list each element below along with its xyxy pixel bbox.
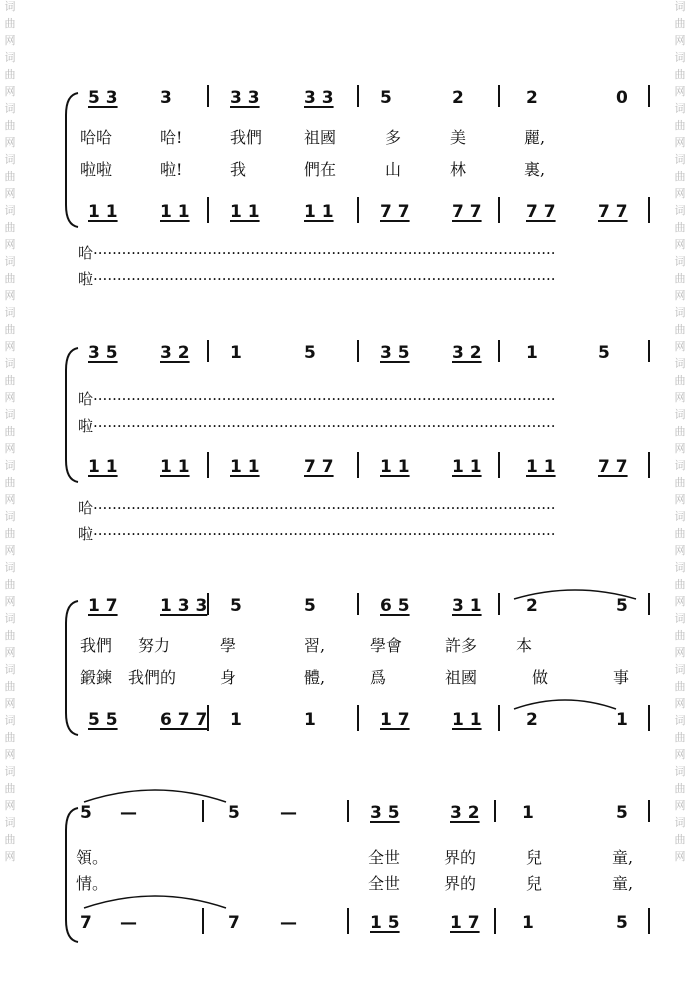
watermark-char: 词 <box>674 510 686 523</box>
note: 6 5 <box>380 596 410 616</box>
watermark-char: 曲 <box>674 476 686 489</box>
note: 7 7 <box>526 202 556 222</box>
watermark-char: 曲 <box>4 272 16 285</box>
watermark-char: 词 <box>4 765 16 778</box>
barline <box>207 705 209 731</box>
watermark-char: 网 <box>4 493 16 506</box>
watermark-char: 网 <box>674 85 686 98</box>
lyric: 界的 <box>444 848 477 867</box>
note: 1 1 <box>160 457 190 477</box>
note: 5 3 <box>88 88 118 108</box>
watermark-char: 词 <box>674 153 686 166</box>
watermark-char: 网 <box>4 136 16 149</box>
note: 1 7 <box>380 710 410 730</box>
watermark-char: 词 <box>674 102 686 115</box>
barline <box>357 593 359 615</box>
lyric: 我 <box>230 160 247 179</box>
watermark-char: 词 <box>4 612 16 625</box>
watermark-char: 词 <box>674 663 686 676</box>
barline <box>648 705 650 731</box>
sustain-line-1: 哈································································································· <box>78 390 556 408</box>
note: 1 1 <box>304 202 334 222</box>
watermark-char: 词 <box>4 0 16 13</box>
note: 1 1 <box>160 202 190 222</box>
note: 1 1 <box>230 202 260 222</box>
note: 7 7 <box>452 202 482 222</box>
note: 5 <box>598 343 610 363</box>
note: 5 <box>616 803 628 823</box>
watermark-char: 网 <box>4 391 16 404</box>
lyric: 我們 <box>80 636 113 655</box>
lyric: 努力 <box>138 636 171 655</box>
brace-icon <box>60 340 80 490</box>
barline <box>207 340 209 362</box>
watermark-char: 曲 <box>674 833 686 846</box>
barline <box>648 197 650 223</box>
note: 3 2 <box>452 343 482 363</box>
tie-icon <box>510 697 620 711</box>
note: 1 <box>230 343 242 363</box>
watermark-char: 曲 <box>674 68 686 81</box>
watermark-char: 词 <box>674 204 686 217</box>
note: 1 <box>616 710 628 730</box>
barline <box>202 908 204 934</box>
barline <box>202 800 204 822</box>
score-system-1 <box>60 85 660 295</box>
watermark-char: 网 <box>4 289 16 302</box>
tie-icon <box>80 786 230 804</box>
barline <box>648 908 650 934</box>
note: 1 1 <box>88 457 118 477</box>
lyric: 哈哈 <box>80 128 113 147</box>
lyric: 體, <box>304 668 326 687</box>
barline <box>347 908 349 934</box>
barline <box>357 197 359 223</box>
watermark-char: 词 <box>4 714 16 727</box>
sustain-line-2: 啦································································································· <box>78 417 556 435</box>
watermark-char: 网 <box>674 646 686 659</box>
note: — <box>120 803 137 823</box>
watermark-char: 网 <box>674 391 686 404</box>
watermark-char: 网 <box>4 34 16 47</box>
lyric: 們在 <box>304 160 337 179</box>
watermark-char: 曲 <box>674 782 686 795</box>
lyric: 我們的 <box>128 668 177 687</box>
note: — <box>120 913 137 933</box>
lyric: 習, <box>304 636 326 655</box>
note: 3 5 <box>88 343 118 363</box>
watermark-char: 曲 <box>4 476 16 489</box>
note: 2 <box>452 88 464 108</box>
watermark-char: 曲 <box>674 578 686 591</box>
note: 3 1 <box>452 596 482 616</box>
watermark-char: 网 <box>674 289 686 302</box>
watermark-char: 曲 <box>4 731 16 744</box>
watermark-char: 词 <box>674 816 686 829</box>
watermark-char: 曲 <box>4 374 16 387</box>
barline <box>498 593 500 615</box>
brace-icon <box>60 85 80 235</box>
note: 1 1 <box>230 457 260 477</box>
lyric: 祖國 <box>304 128 337 147</box>
watermark-char: 网 <box>674 442 686 455</box>
lyric: 情。 <box>76 874 109 893</box>
barline <box>347 800 349 822</box>
note: 1 7 <box>88 596 118 616</box>
barline <box>357 452 359 478</box>
note: 1 <box>304 710 316 730</box>
sustain-line-1: 哈································································································· <box>78 244 556 262</box>
watermark-char: 曲 <box>4 629 16 642</box>
watermark-char: 曲 <box>674 374 686 387</box>
lyric: 啦啦 <box>80 160 113 179</box>
barline <box>648 800 650 822</box>
watermark-char: 曲 <box>4 323 16 336</box>
watermark-char: 网 <box>674 238 686 251</box>
note: 3 3 <box>304 88 334 108</box>
lyric: 爲 <box>370 668 387 687</box>
note: 1 3 3 <box>160 596 208 616</box>
score-system-3 <box>60 593 660 753</box>
barline <box>357 340 359 362</box>
watermark-char: 网 <box>4 595 16 608</box>
watermark-char: 网 <box>674 799 686 812</box>
note: 1 1 <box>452 457 482 477</box>
note: 1 5 <box>370 913 400 933</box>
barline <box>498 452 500 478</box>
watermark-char: 网 <box>4 187 16 200</box>
watermark-char: 词 <box>674 0 686 13</box>
note: 3 2 <box>450 803 480 823</box>
watermark-char: 词 <box>674 714 686 727</box>
note: 1 1 <box>452 710 482 730</box>
lyric: 童, <box>612 874 634 893</box>
score-system-4 <box>60 800 660 960</box>
watermark-char: 网 <box>4 799 16 812</box>
note: 3 <box>160 88 172 108</box>
watermark-char: 网 <box>4 850 16 863</box>
watermark-char: 曲 <box>4 68 16 81</box>
lyric: 啦! <box>160 160 183 179</box>
note: 3 5 <box>380 343 410 363</box>
watermark-char: 词 <box>4 153 16 166</box>
lyric: 哈! <box>160 128 183 147</box>
watermark-char: 词 <box>4 816 16 829</box>
watermark-char: 曲 <box>674 221 686 234</box>
note: 2 <box>526 710 538 730</box>
watermark-char: 网 <box>674 748 686 761</box>
barline <box>357 705 359 731</box>
watermark-char: 词 <box>4 459 16 472</box>
watermark-char: 网 <box>674 493 686 506</box>
score-system-2 <box>60 340 660 550</box>
note: 5 <box>80 803 92 823</box>
sustain-line-3: 哈································································································· <box>78 499 556 517</box>
note: 1 <box>230 710 242 730</box>
sustain-line-2: 啦································································································· <box>78 270 556 288</box>
watermark-char: 词 <box>4 255 16 268</box>
lyric: 童, <box>612 848 634 867</box>
note: — <box>280 803 297 823</box>
watermark-char: 曲 <box>4 680 16 693</box>
note: 3 5 <box>370 803 400 823</box>
note: — <box>280 913 297 933</box>
sustain-line-4: 啦································································································· <box>78 525 556 543</box>
note: 7 <box>80 913 92 933</box>
lyric: 林 <box>450 160 467 179</box>
watermark-char: 词 <box>4 510 16 523</box>
note: 1 1 <box>88 202 118 222</box>
watermark-char: 网 <box>4 697 16 710</box>
watermark-char: 曲 <box>4 221 16 234</box>
watermark-char: 网 <box>4 442 16 455</box>
watermark-char: 词 <box>4 204 16 217</box>
lyric: 鍛鍊 <box>80 668 113 687</box>
barline <box>648 452 650 478</box>
note: 3 3 <box>230 88 260 108</box>
watermark-char: 词 <box>4 663 16 676</box>
barline <box>648 85 650 107</box>
watermark-char: 词 <box>4 102 16 115</box>
watermark-char: 网 <box>674 850 686 863</box>
watermark-char: 词 <box>4 561 16 574</box>
watermark-char: 曲 <box>674 680 686 693</box>
barline <box>207 85 209 107</box>
note: 7 7 <box>598 202 628 222</box>
watermark-char: 网 <box>674 340 686 353</box>
lyric: 身 <box>220 668 237 687</box>
watermark-char: 网 <box>4 85 16 98</box>
watermark-char: 词 <box>4 357 16 370</box>
watermark-char: 词 <box>4 408 16 421</box>
watermark-char: 曲 <box>674 731 686 744</box>
note: 2 <box>526 88 538 108</box>
watermark-char: 网 <box>674 187 686 200</box>
watermark-right <box>672 0 688 867</box>
note: 5 <box>616 596 628 616</box>
barline <box>498 705 500 731</box>
lyric: 全世 <box>368 848 401 867</box>
note: 5 <box>228 803 240 823</box>
lyric: 學會 <box>370 636 403 655</box>
note: 5 <box>230 596 242 616</box>
note: 3 2 <box>160 343 190 363</box>
lyric: 領。 <box>76 848 109 867</box>
barline <box>207 452 209 478</box>
watermark-char: 网 <box>674 595 686 608</box>
barline <box>648 593 650 615</box>
watermark-char: 网 <box>4 340 16 353</box>
watermark-char: 词 <box>674 459 686 472</box>
note: 1 <box>526 343 538 363</box>
brace-icon <box>60 593 80 743</box>
watermark-char: 网 <box>674 544 686 557</box>
note: 5 <box>380 88 392 108</box>
note: 5 <box>304 596 316 616</box>
barline <box>648 340 650 362</box>
note: 1 1 <box>380 457 410 477</box>
watermark-char: 曲 <box>674 272 686 285</box>
watermark-char: 曲 <box>674 425 686 438</box>
note: 7 7 <box>380 202 410 222</box>
watermark-left <box>2 0 18 867</box>
watermark-char: 网 <box>4 646 16 659</box>
barline <box>494 908 496 934</box>
watermark-char: 词 <box>674 408 686 421</box>
note: 1 <box>522 803 534 823</box>
watermark-char: 词 <box>674 357 686 370</box>
note: 5 <box>304 343 316 363</box>
watermark-char: 曲 <box>674 119 686 132</box>
watermark-char: 词 <box>674 561 686 574</box>
watermark-char: 网 <box>674 697 686 710</box>
watermark-char: 词 <box>4 51 16 64</box>
note: 7 7 <box>598 457 628 477</box>
watermark-char: 曲 <box>4 527 16 540</box>
note: 1 <box>522 913 534 933</box>
lyric: 兒 <box>526 848 543 867</box>
barline <box>498 85 500 107</box>
watermark-char: 曲 <box>4 17 16 30</box>
note: 7 <box>228 913 240 933</box>
lyric: 做 <box>532 668 549 687</box>
lyric: 祖國 <box>445 668 478 687</box>
lyric: 美 <box>450 128 467 147</box>
watermark-char: 网 <box>4 238 16 251</box>
watermark-char: 网 <box>4 748 16 761</box>
lyric: 全世 <box>368 874 401 893</box>
lyric: 我們 <box>230 128 263 147</box>
watermark-char: 曲 <box>674 629 686 642</box>
note: 1 1 <box>526 457 556 477</box>
note: 5 5 <box>88 710 118 730</box>
lyric: 麗, <box>524 128 546 147</box>
note: 5 <box>616 913 628 933</box>
lyric: 裏, <box>524 160 546 179</box>
note: 6 7 7 <box>160 710 208 730</box>
watermark-char: 网 <box>4 544 16 557</box>
watermark-char: 词 <box>674 306 686 319</box>
lyric: 學 <box>220 636 237 655</box>
watermark-char: 曲 <box>674 527 686 540</box>
tie-icon <box>80 892 230 910</box>
lyric: 事 <box>613 668 630 687</box>
watermark-char: 网 <box>674 34 686 47</box>
watermark-char: 曲 <box>4 425 16 438</box>
watermark-char: 词 <box>674 612 686 625</box>
note: 1 7 <box>450 913 480 933</box>
barline <box>357 85 359 107</box>
watermark-char: 词 <box>674 765 686 778</box>
lyric: 兒 <box>526 874 543 893</box>
watermark-char: 曲 <box>674 323 686 336</box>
lyric: 本 <box>516 636 533 655</box>
barline <box>207 197 209 223</box>
watermark-char: 词 <box>4 306 16 319</box>
watermark-char: 网 <box>674 136 686 149</box>
watermark-char: 曲 <box>4 782 16 795</box>
watermark-char: 曲 <box>4 170 16 183</box>
lyric: 界的 <box>444 874 477 893</box>
watermark-char: 词 <box>674 255 686 268</box>
note: 7 7 <box>304 457 334 477</box>
note: 2 <box>526 596 538 616</box>
watermark-char: 曲 <box>4 119 16 132</box>
watermark-char: 词 <box>674 51 686 64</box>
lyric: 山 <box>385 160 402 179</box>
lyric: 許多 <box>445 636 478 655</box>
lyric: 多 <box>385 128 402 147</box>
barline <box>207 593 209 615</box>
watermark-char: 曲 <box>4 833 16 846</box>
barline <box>498 197 500 223</box>
watermark-char: 曲 <box>674 170 686 183</box>
barline <box>494 800 496 822</box>
watermark-char: 曲 <box>674 17 686 30</box>
watermark-char: 曲 <box>4 578 16 591</box>
barline <box>498 340 500 362</box>
note: 0 <box>616 88 628 108</box>
